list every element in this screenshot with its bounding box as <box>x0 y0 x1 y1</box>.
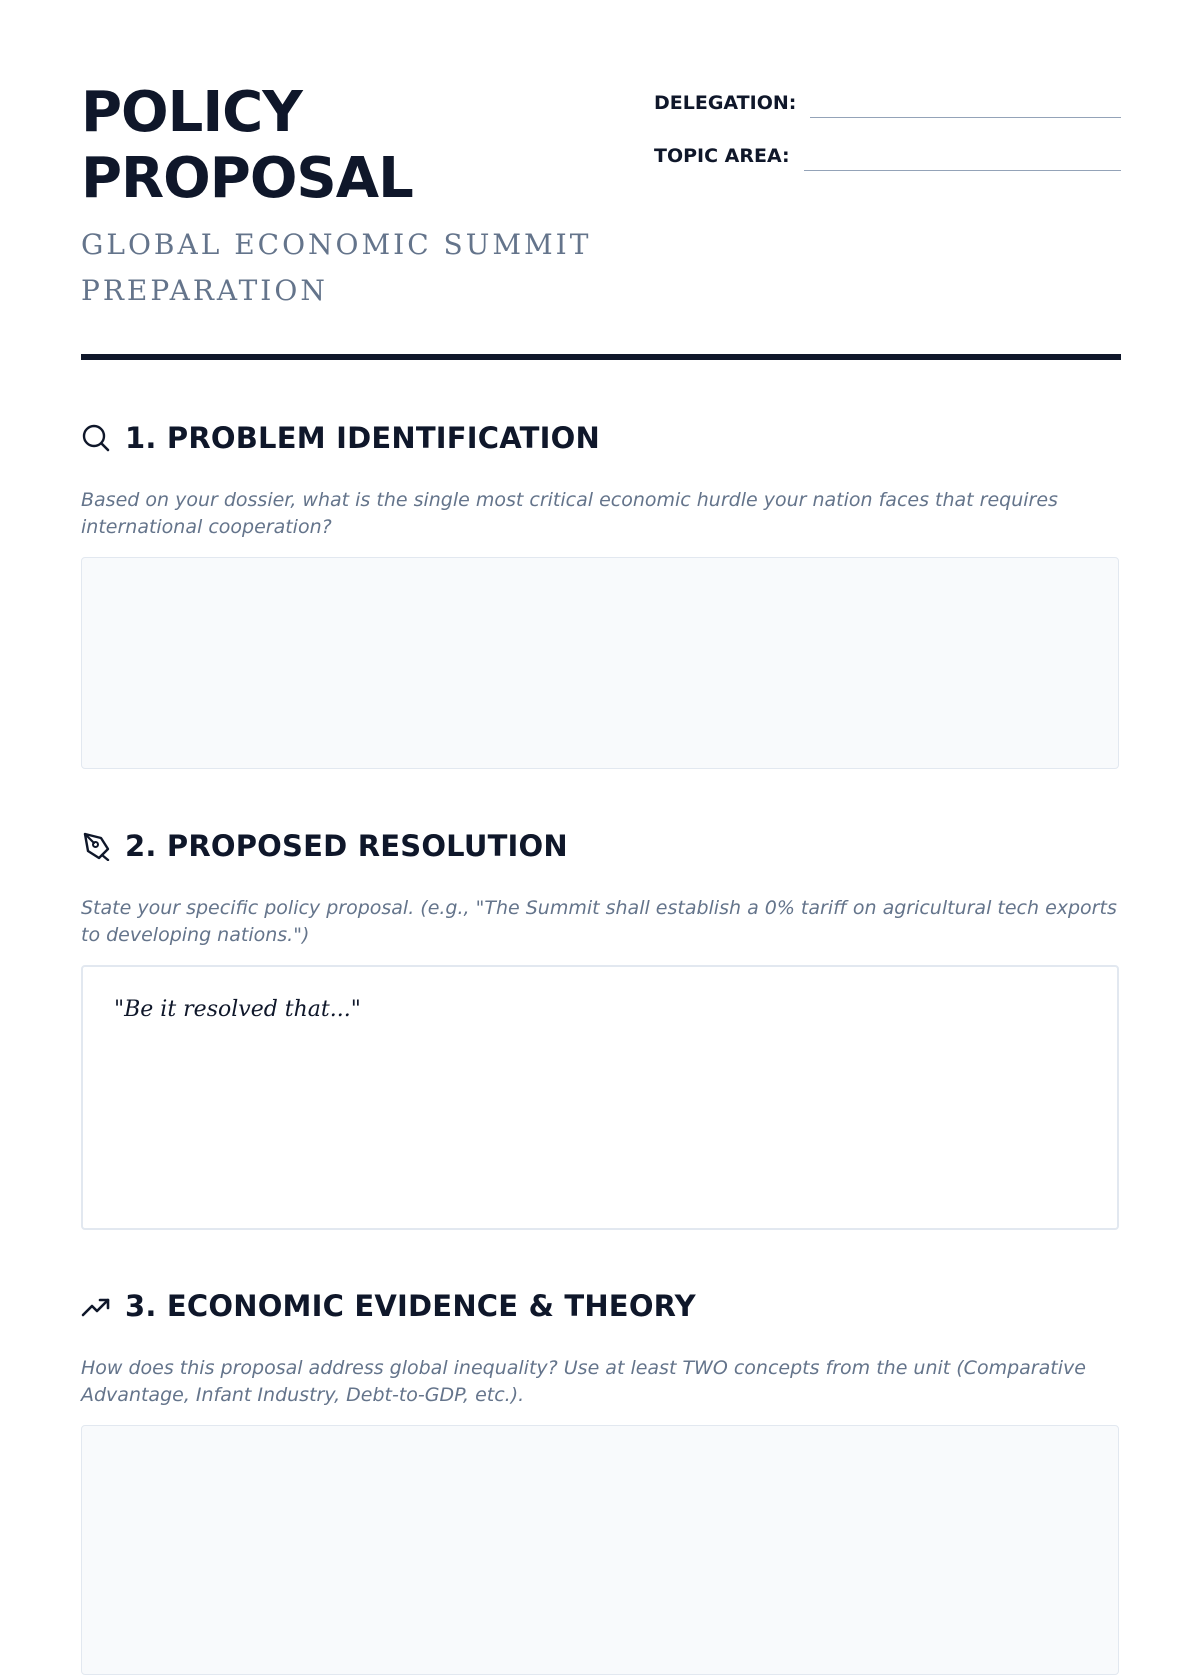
search-icon <box>81 423 111 453</box>
section-proposed-resolution <box>81 826 1121 1230</box>
section-title: 3. ECONOMIC EVIDENCE & THEORY <box>125 1289 696 1323</box>
resolution-answer-box[interactable]: "Be it resolved that..." <box>81 965 1119 1230</box>
title-line-1: POLICY <box>81 80 302 145</box>
document-header <box>81 0 1121 360</box>
section-prompt: Based on your dossier, what is the single most critical economic hurdle your nation faces that requires international cooperation? <box>81 489 1058 538</box>
section-prompt: How does this proposal address global inequality? Use at least TWO concepts from the unit (Comparative Advantage, Infant Industry, Debt-to-GDP, etc.). <box>81 1357 1086 1406</box>
header-fields <box>654 84 1121 190</box>
delegation-field[interactable] <box>810 117 1121 118</box>
section-prompt: State your specific policy proposal. (e.g., "The Summit shall establish a 0% tariff on agricultural tech exports to developing nations.") <box>81 897 1117 946</box>
delegation-label: DELEGATION: <box>654 92 797 114</box>
topic-area-row <box>654 137 1121 173</box>
topic-area-field[interactable] <box>804 170 1121 171</box>
problem-answer-box[interactable] <box>81 557 1119 769</box>
header-divider <box>81 354 1121 360</box>
subtitle-line-2: PREPARATION <box>81 274 328 307</box>
title-line-2: PROPOSAL <box>81 146 413 211</box>
pen-nib-icon <box>81 831 111 861</box>
document-title <box>81 80 601 212</box>
section-title: 2. PROPOSED RESOLUTION <box>125 829 568 863</box>
section-heading <box>81 418 1121 458</box>
document-subtitle <box>81 222 601 314</box>
policy-proposal-page <box>81 0 1121 1406</box>
section-heading <box>81 1286 1121 1326</box>
delegation-row <box>654 84 1121 120</box>
evidence-answer-box[interactable] <box>81 1425 1119 1675</box>
subtitle-line-1: GLOBAL ECONOMIC SUMMIT <box>81 228 592 261</box>
trending-up-icon <box>81 1291 111 1321</box>
section-heading <box>81 826 1121 866</box>
section-problem-identification <box>81 418 1121 769</box>
section-economic-evidence <box>81 1286 1121 1675</box>
section-title: 1. PROBLEM IDENTIFICATION <box>125 421 600 455</box>
topic-area-label: TOPIC AREA: <box>654 145 790 167</box>
